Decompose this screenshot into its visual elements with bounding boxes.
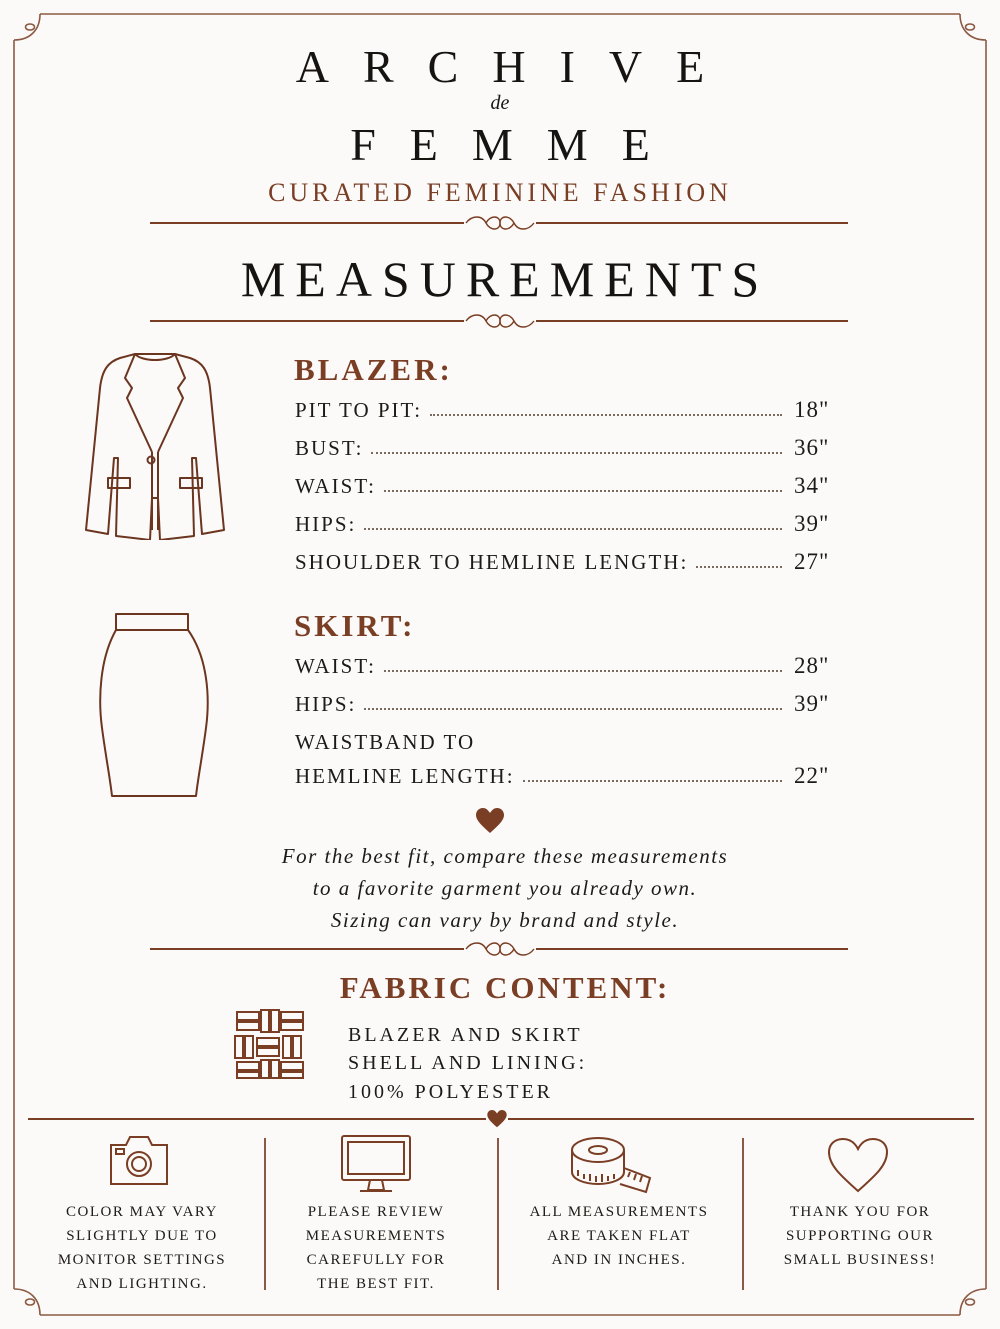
dot-leader	[371, 452, 782, 454]
skirt-title: SKIRT:	[294, 608, 416, 643]
heart-icon	[486, 1110, 508, 1128]
measure-value: 34"	[794, 473, 830, 498]
flourish-ornament	[460, 938, 540, 960]
fit-note-line: Sizing can vary by brand and style.	[330, 908, 680, 932]
measure-label: HIPS:	[295, 692, 357, 716]
measure-label: WAIST:	[295, 654, 376, 678]
measure-value: 28"	[794, 653, 830, 678]
measure-row	[295, 469, 840, 499]
measure-row	[295, 507, 840, 537]
footer-separator	[742, 1138, 744, 1290]
measure-row	[295, 759, 840, 789]
measuring-tape-icon	[570, 1134, 656, 1196]
measure-label: SHOULDER TO HEMLINE LENGTH:	[295, 550, 689, 574]
fit-note-line: to a favorite garment you already own.	[312, 876, 698, 900]
blazer-icon	[80, 348, 230, 540]
measure-label: HEMLINE LENGTH:	[295, 764, 515, 788]
fit-note-line: For the best fit, compare these measurements	[281, 844, 729, 868]
measure-row	[295, 393, 840, 423]
dot-leader	[384, 490, 782, 492]
camera-icon	[108, 1133, 170, 1187]
measure-value: 36"	[794, 435, 830, 460]
brand-name-de: de	[490, 92, 510, 114]
measure-label: WAIST:	[295, 474, 376, 498]
dot-leader	[430, 414, 782, 416]
fabric-title: FABRIC CONTENT:	[339, 970, 671, 1005]
dot-leader	[696, 566, 782, 568]
fabric-line: BLAZER AND SKIRT	[348, 1024, 583, 1046]
page-title: MEASUREMENTS	[240, 251, 770, 307]
brand-tagline: CURATED FEMININE FASHION	[268, 178, 732, 207]
measure-value: 39"	[794, 511, 830, 536]
footer-separator	[497, 1138, 499, 1290]
heart-outline-icon	[826, 1136, 890, 1194]
skirt-icon	[96, 608, 212, 800]
footer-note-color: COLOR MAY VARY SLIGHTLY DUE TO MONITOR SETTINGS AND LIGHTING.	[57, 1204, 227, 1292]
measure-value: 18"	[794, 397, 830, 422]
fabric-line: 100% POLYESTER	[348, 1081, 553, 1103]
fabric-weave-icon	[233, 1008, 305, 1080]
measure-value: 22"	[794, 763, 830, 788]
flourish-ornament	[460, 310, 540, 332]
dot-leader	[364, 528, 782, 530]
dot-leader	[384, 670, 782, 672]
footer-note-flat: ALL MEASUREMENTS ARE TAKEN FLAT AND IN INCHES.	[529, 1204, 709, 1268]
measure-row	[295, 687, 840, 717]
footer-note-review: PLEASE REVIEW MEASUREMENTS CAREFULLY FOR THE BEST FIT.	[305, 1204, 447, 1292]
dot-leader	[523, 780, 782, 782]
flourish-ornament	[460, 212, 540, 234]
brand-name-line1: ARCHIVE	[295, 41, 739, 92]
blazer-title: BLAZER:	[294, 352, 453, 387]
measure-row	[295, 649, 840, 679]
footer-note-thanks: THANK YOU FOR SUPPORTING OUR SMALL BUSINESS!	[783, 1204, 937, 1268]
heart-icon	[475, 808, 505, 834]
measure-label: PIT TO PIT:	[295, 398, 423, 422]
measure-label: WAISTBAND TO	[295, 730, 476, 754]
brand-name-line2: FEMME	[350, 119, 684, 170]
dot-leader	[364, 708, 782, 710]
measure-row	[295, 545, 840, 575]
measure-label: BUST:	[295, 436, 364, 460]
fabric-line: SHELL AND LINING:	[348, 1052, 588, 1074]
measure-row	[295, 431, 840, 461]
measure-value: 39"	[794, 691, 830, 716]
measure-value: 27"	[794, 549, 830, 574]
measure-label: HIPS:	[295, 512, 357, 536]
monitor-icon	[340, 1134, 412, 1194]
